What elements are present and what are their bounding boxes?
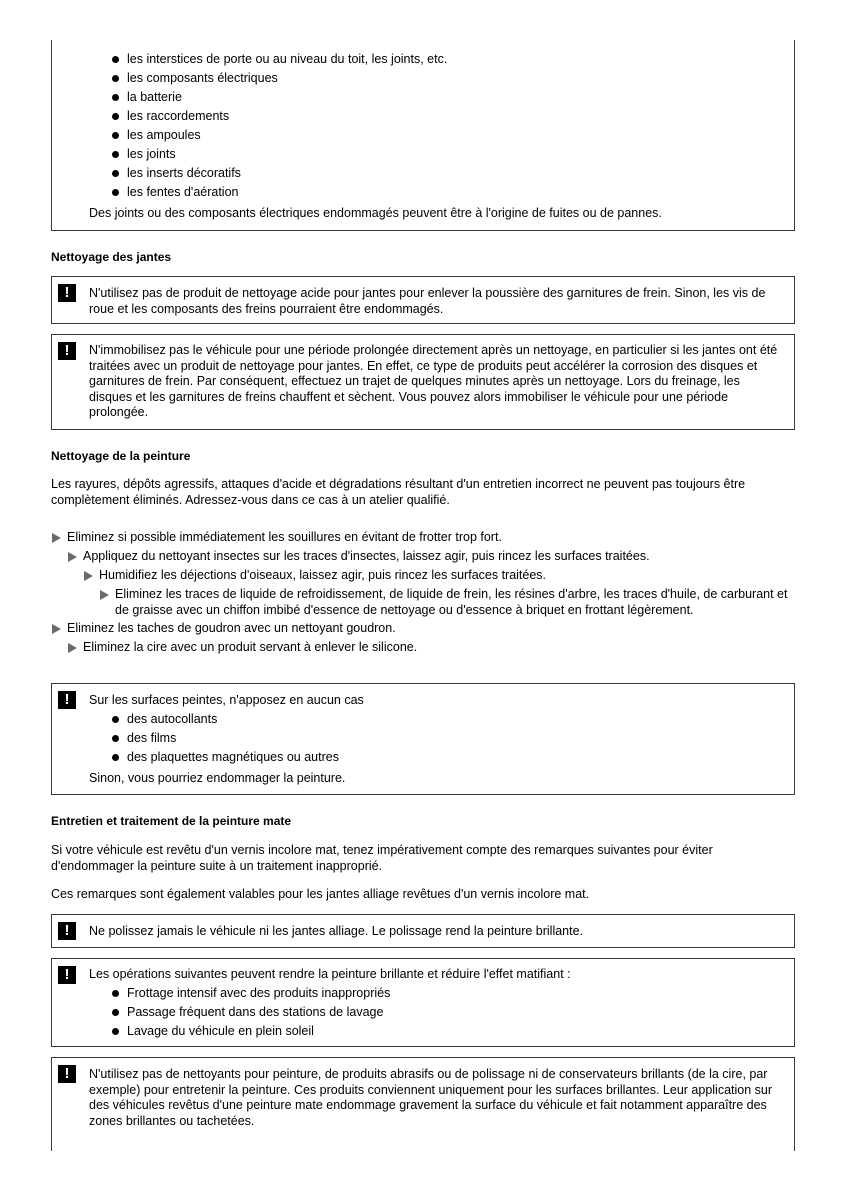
step-arrow-icon	[52, 533, 61, 543]
list-item: Frottage intensif avec des produits inappropriés	[110, 986, 390, 1005]
list-item: des autocollants	[110, 712, 339, 731]
warning-box-stickers	[51, 683, 795, 795]
warning-text: Sur les surfaces peintes, n'apposez en aucun cas	[89, 693, 364, 707]
step-item	[67, 530, 795, 546]
step-text: Eliminez les taches de goudron avec un nettoyant goudron.	[67, 621, 396, 635]
step-text: Humidifiez les déjections d'oiseaux, laissez agir, puis rincez les surfaces traitées.	[99, 568, 547, 582]
list-item: les composants électriques	[110, 71, 447, 90]
warning-icon: !	[58, 691, 76, 709]
list-item: des films	[110, 731, 339, 750]
warning-box-gloss	[51, 958, 795, 1047]
section-heading-mate: Entretien et traitement de la peinture mate	[51, 814, 292, 828]
warning-text: N'immobilisez pas le véhicule pour une période prolongée directement après un nettoyage, en particulier si les jantes ont été traitées avec un produit de nettoyage pour jantes. En effet, ce type de produits peut accélérer la corrosion des disques et garnitures de frein. Par conséquent, effectuez un trajet de quelques minutes après un nettoyage. Lors du freinage, les disques et les garnitures de freins chauffent et sèchent. Vous pouvez alors immobiliser le véhicule pour une période prolongée.	[89, 343, 778, 419]
cleaning-areas-box	[51, 40, 795, 231]
list-item: Passage fréquent dans des stations de lavage	[110, 1005, 390, 1024]
warning-icon: !	[58, 966, 76, 984]
warning-text: N'utilisez pas de nettoyants pour peinture, de produits abrasifs ou de polissage ni de conservateurs brillants (de la cire, par exemple) pour entretenir la peinture. Ces produits conviennent uniquement pour les surfaces brillantes. Leur application sur des véhicules revêtus d'une peinture mate endommage gravement la surface du véhicule et fait notamment apparaître des zones brillantes ou tachetées.	[89, 1067, 773, 1128]
box-note: Des joints ou des composants électriques endommagés peuvent être à l'origine de fuites ou de pannes.	[89, 206, 662, 220]
warning-text: N'utilisez pas de produit de nettoyage acide pour jantes pour enlever la poussière des garnitures de frein. Sinon, les vis de roue et les composants des freins pourraient être endommagés.	[89, 286, 766, 316]
list-item: des plaquettes magnétiques ou autres	[110, 750, 339, 769]
mate-paragraph-2: Ces remarques sont également valables pour les jantes alliage revêtues d'un vernis incolore mat.	[51, 887, 590, 901]
step-arrow-icon	[68, 643, 77, 653]
step-item	[83, 549, 795, 565]
peinture-intro: Les rayures, dépôts agressifs, attaques d'acide et dégradations résultant d'un entretien incorrect ne peuvent pas toujours être complètement éliminés. Adressez-vous dans ce cas à un atelier qualifié.	[51, 477, 746, 507]
list-item: les inserts décoratifs	[110, 166, 447, 185]
cleaning-areas-list	[110, 52, 447, 204]
warning-outro: Sinon, vous pourriez endommager la peinture.	[89, 771, 346, 785]
step-arrow-icon	[68, 552, 77, 562]
warning-icon: !	[58, 342, 76, 360]
step-text: Eliminez la cire avec un produit servant à enlever le silicone.	[83, 640, 418, 654]
warning-box-no-polish-products	[51, 1057, 795, 1151]
list-item: Lavage du véhicule en plein soleil	[110, 1024, 390, 1043]
step-arrow-icon	[100, 590, 109, 600]
section-heading-peinture: Nettoyage de la peinture	[51, 449, 191, 463]
warning-icon: !	[58, 922, 76, 940]
warning-text: Ne polissez jamais le véhicule ni les jantes alliage. Le polissage rend la peinture brillante.	[89, 924, 584, 938]
warning-icon: !	[58, 284, 76, 302]
warning-box-polish	[51, 914, 795, 948]
step-text: Eliminez les traces de liquide de refroidissement, de liquide de frein, les résines d'arbre, les traces d'huile, de carburant et de graisse avec un chiffon imbibé d'essence de nettoyage ou d'essence à briquet en frottant légèrement.	[115, 587, 788, 617]
list-item: les fentes d'aération	[110, 185, 447, 204]
warning-box-acid-cleaner	[51, 276, 795, 324]
step-item	[115, 587, 795, 618]
list-item: la batterie	[110, 90, 447, 109]
list-item: les joints	[110, 147, 447, 166]
warning-box-immobilize	[51, 334, 795, 430]
step-arrow-icon	[84, 571, 93, 581]
step-item	[67, 621, 795, 637]
list-item: les raccordements	[110, 109, 447, 128]
section-heading-jantes: Nettoyage des jantes	[51, 250, 172, 264]
list-item: les interstices de porte ou au niveau du toit, les joints, etc.	[110, 52, 447, 71]
step-text: Appliquez du nettoyant insectes sur les traces d'insectes, laissez agir, puis rincez les surfaces traitées.	[83, 549, 650, 563]
mate-paragraph-1: Si votre véhicule est revêtu d'un vernis incolore mat, tenez impérativement compte des remarques suivantes pour éviter d'endommager la peinture suite à un traitement inapproprié.	[51, 843, 713, 873]
warning-list	[110, 712, 339, 769]
step-arrow-icon	[52, 624, 61, 634]
warning-icon: !	[58, 1065, 76, 1083]
list-item: les ampoules	[110, 128, 447, 147]
step-text: Eliminez si possible immédiatement les souillures en évitant de frotter trop fort.	[67, 530, 502, 544]
step-item	[99, 568, 795, 584]
step-item	[83, 640, 795, 656]
warning-text: Les opérations suivantes peuvent rendre la peinture brillante et réduire l'effet matifiant :	[89, 967, 571, 981]
warning-list	[110, 986, 390, 1043]
